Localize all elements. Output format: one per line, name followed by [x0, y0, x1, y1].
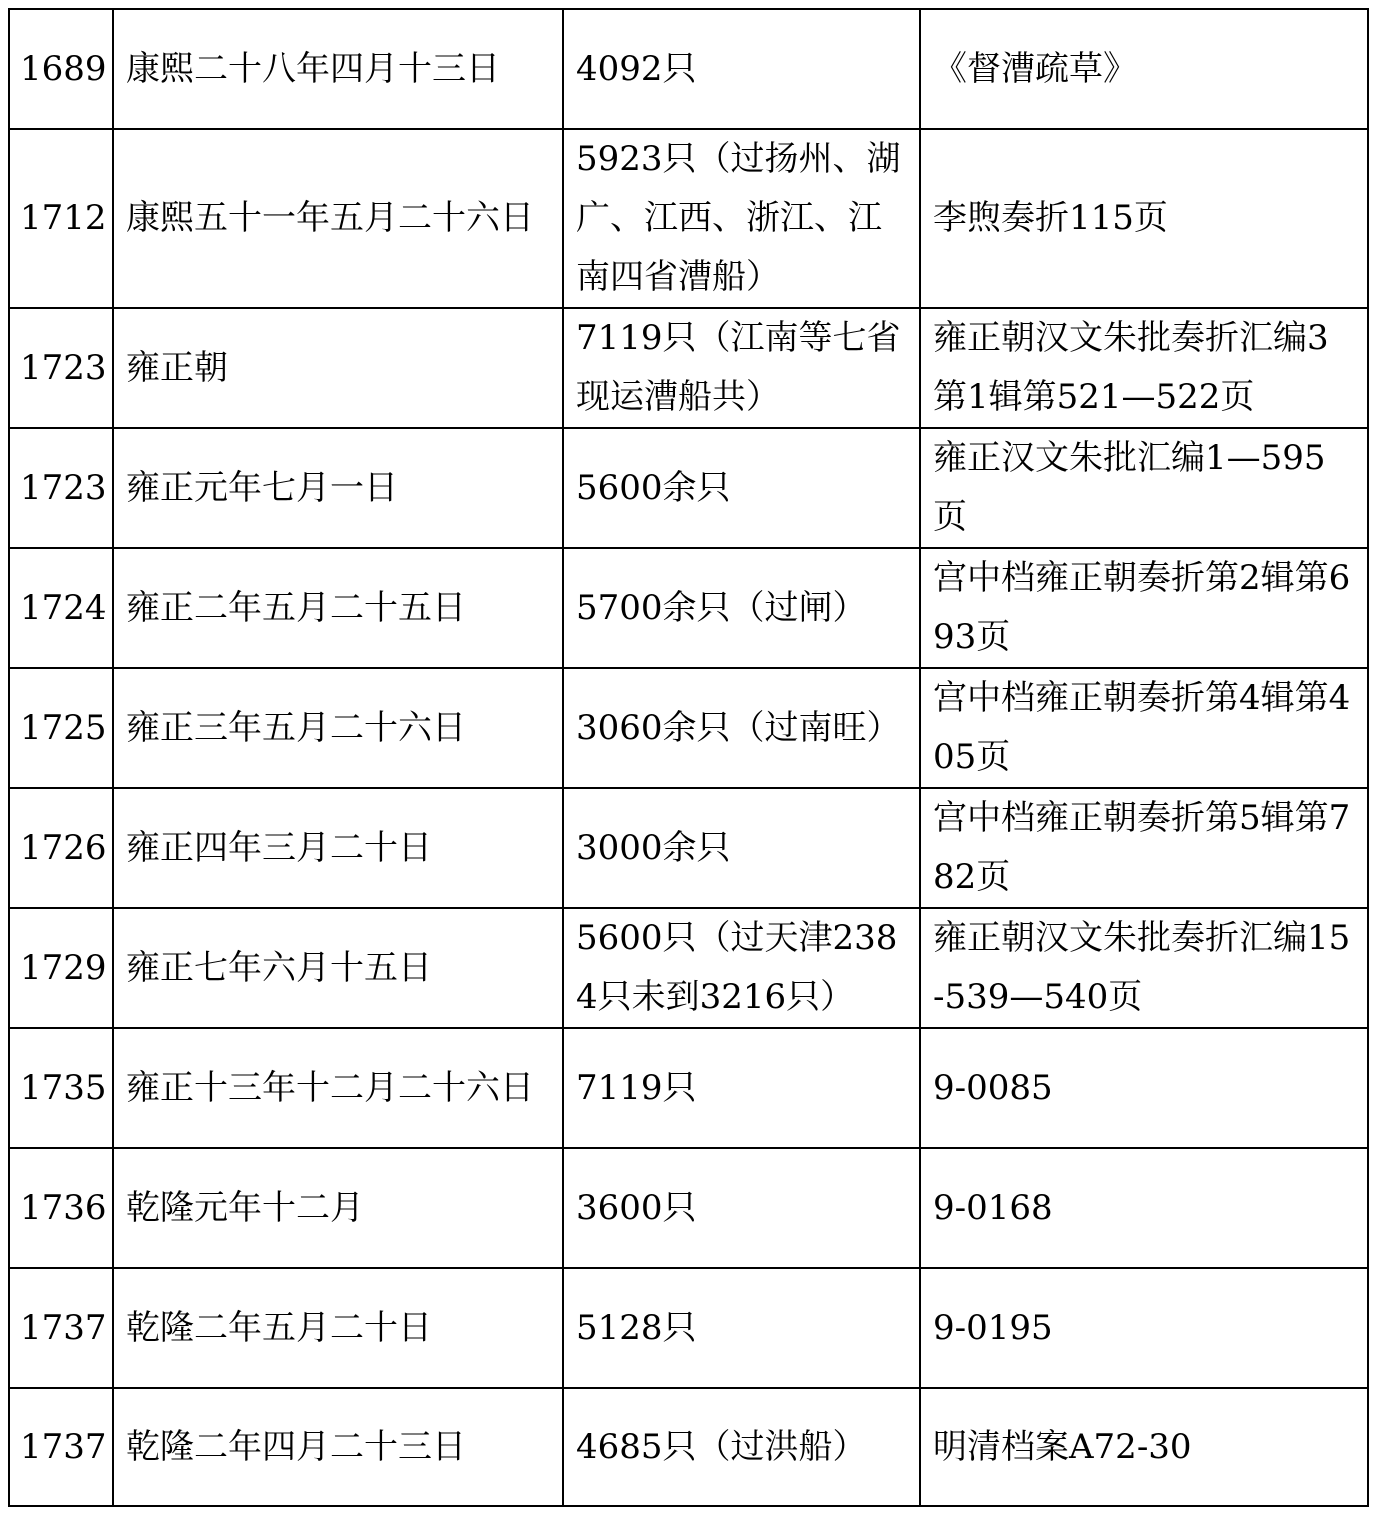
- source-cell: 9-0195: [920, 1268, 1368, 1388]
- year-cell: 1725: [9, 668, 113, 788]
- year-cell: 1723: [9, 308, 113, 428]
- table-row: [9, 1268, 1368, 1388]
- year-cell: 1729: [9, 908, 113, 1028]
- date-cell: 雍正十三年十二月二十六日: [113, 1028, 563, 1148]
- table-row: [9, 1148, 1368, 1268]
- source-cell: 9-0168: [920, 1148, 1368, 1268]
- date-cell: 康熙五十一年五月二十六日: [113, 129, 563, 308]
- grain-ship-table: [8, 8, 1369, 1507]
- ship-count-cell: 4092只: [563, 9, 920, 129]
- date-cell: 雍正二年五月二十五日: [113, 548, 563, 668]
- date-cell: 雍正朝: [113, 308, 563, 428]
- table-row: [9, 1028, 1368, 1148]
- date-cell: 雍正元年七月一日: [113, 428, 563, 548]
- table-row: [9, 129, 1368, 308]
- ship-count-cell: 5923只（过扬州、湖广、江西、浙江、江南四省漕船）: [563, 129, 920, 308]
- source-cell: 宫中档雍正朝奏折第5辑第782页: [920, 788, 1368, 908]
- year-cell: 1712: [9, 129, 113, 308]
- year-cell: 1726: [9, 788, 113, 908]
- source-cell: 雍正朝汉文朱批奏折汇编3第1辑第521—522页: [920, 308, 1368, 428]
- date-cell: 雍正四年三月二十日: [113, 788, 563, 908]
- source-cell: 明清档案A72-30: [920, 1388, 1368, 1506]
- table-body: [9, 9, 1368, 1506]
- year-cell: 1689: [9, 9, 113, 129]
- year-cell: 1737: [9, 1268, 113, 1388]
- table-row: [9, 9, 1368, 129]
- date-cell: 雍正三年五月二十六日: [113, 668, 563, 788]
- ship-count-cell: 5128只: [563, 1268, 920, 1388]
- ship-count-cell: 5600余只: [563, 428, 920, 548]
- date-cell: 乾隆二年四月二十三日: [113, 1388, 563, 1506]
- ship-count-cell: 5700余只（过闸）: [563, 548, 920, 668]
- table-row: [9, 908, 1368, 1028]
- ship-count-cell: 5600只（过天津2384只未到3216只）: [563, 908, 920, 1028]
- year-cell: 1735: [9, 1028, 113, 1148]
- ship-count-cell: 3600只: [563, 1148, 920, 1268]
- source-cell: 雍正汉文朱批汇编1—595页: [920, 428, 1368, 548]
- table-row: [9, 1388, 1368, 1506]
- ship-count-cell: 7119只（江南等七省现运漕船共）: [563, 308, 920, 428]
- source-cell: 宫中档雍正朝奏折第4辑第405页: [920, 668, 1368, 788]
- ship-count-cell: 7119只: [563, 1028, 920, 1148]
- year-cell: 1737: [9, 1388, 113, 1506]
- ship-count-cell: 3060余只（过南旺）: [563, 668, 920, 788]
- ship-count-cell: 3000余只: [563, 788, 920, 908]
- date-cell: 乾隆元年十二月: [113, 1148, 563, 1268]
- date-cell: 雍正七年六月十五日: [113, 908, 563, 1028]
- year-cell: 1724: [9, 548, 113, 668]
- date-cell: 康熙二十八年四月十三日: [113, 9, 563, 129]
- table-row: [9, 668, 1368, 788]
- table-row: [9, 308, 1368, 428]
- source-cell: 9-0085: [920, 1028, 1368, 1148]
- table-row: [9, 788, 1368, 908]
- source-cell: 宫中档雍正朝奏折第2辑第693页: [920, 548, 1368, 668]
- table-row: [9, 428, 1368, 548]
- source-cell: 李煦奏折115页: [920, 129, 1368, 308]
- table-row: [9, 548, 1368, 668]
- ship-count-cell: 4685只（过洪船）: [563, 1388, 920, 1506]
- year-cell: 1723: [9, 428, 113, 548]
- source-cell: 雍正朝汉文朱批奏折汇编15-539—540页: [920, 908, 1368, 1028]
- source-cell: 《督漕疏草》: [920, 9, 1368, 129]
- date-cell: 乾隆二年五月二十日: [113, 1268, 563, 1388]
- year-cell: 1736: [9, 1148, 113, 1268]
